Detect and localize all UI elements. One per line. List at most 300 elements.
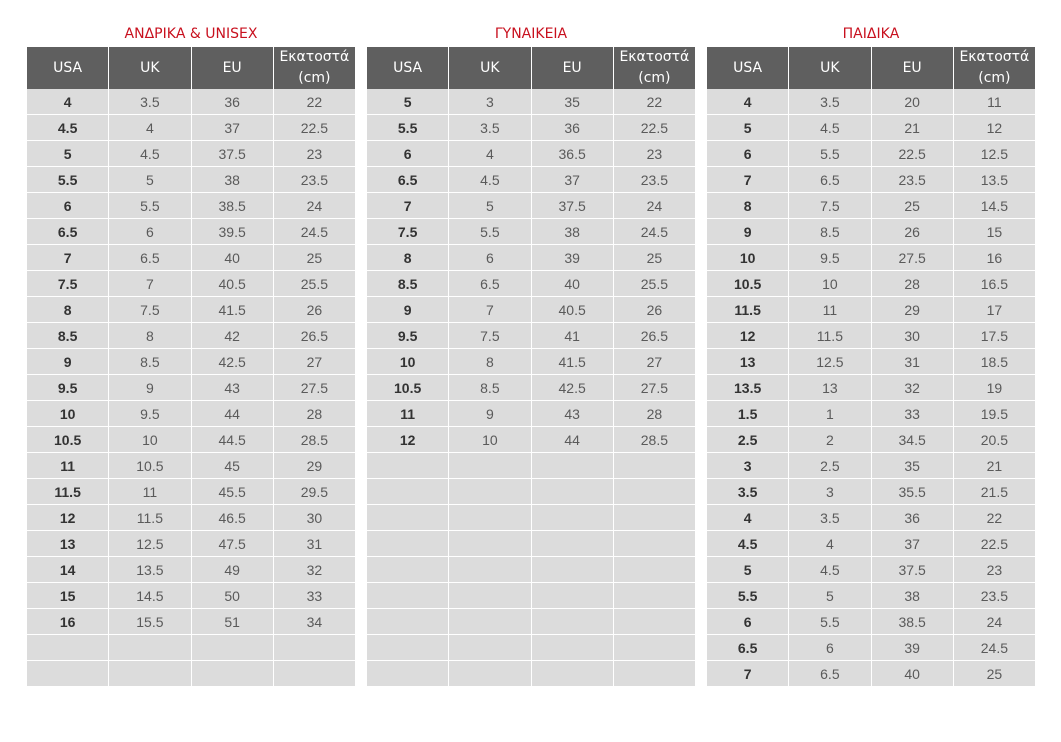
size-table-men-unisex: [27, 24, 355, 687]
cell-uk: 5: [449, 193, 531, 218]
cell-uk: 6.5: [449, 271, 531, 296]
table-row: [707, 531, 1035, 557]
cell-cm: 25: [986, 665, 1003, 682]
cell-eu: 38: [532, 219, 614, 244]
cell-usa: 11.5: [27, 479, 109, 504]
cell-cm: [274, 661, 355, 686]
cell-uk: 6: [449, 245, 531, 270]
cell-cm: 17: [986, 301, 1003, 318]
table-row: [707, 479, 1035, 505]
header-cm: Εκατοστά (cm): [959, 49, 1030, 86]
table-row: [27, 427, 355, 453]
table-row: [367, 245, 695, 271]
table-row: [27, 141, 355, 167]
header-eu: EU: [532, 47, 614, 89]
cell-cm: [614, 583, 695, 608]
table-row: [27, 375, 355, 401]
table-row: [707, 141, 1035, 167]
cell-cm: 19: [986, 379, 1003, 396]
cell-eu: 42.5: [192, 349, 274, 374]
table-row: [707, 271, 1035, 297]
cell-eu: 39.5: [192, 219, 274, 244]
cell-cm: 25.5: [300, 275, 328, 292]
cell-cm: 16: [986, 249, 1003, 266]
cell-usa: 11: [27, 453, 109, 478]
header-uk: UK: [789, 47, 871, 89]
cell-cm: 28.5: [300, 431, 328, 448]
cell-cm: [614, 453, 695, 478]
cell-uk: 5: [789, 583, 871, 608]
cell-uk: [109, 661, 191, 686]
table-row: [367, 427, 695, 453]
cell-eu: 37: [532, 167, 614, 192]
cell-cm: 28: [646, 405, 663, 422]
table-row: [707, 609, 1035, 635]
table-row: [707, 167, 1035, 193]
cell-uk: 6.5: [789, 661, 871, 686]
table-row: [367, 661, 695, 687]
cell-eu: 33: [872, 401, 954, 426]
cell-usa: 8: [27, 297, 109, 322]
cell-cm: 15: [986, 223, 1003, 240]
table-row: [367, 375, 695, 401]
table-row: [367, 635, 695, 661]
cell-uk: 13: [789, 375, 871, 400]
table-row: [367, 141, 695, 167]
table-header: [27, 47, 355, 89]
cell-uk: 9.5: [109, 401, 191, 426]
cell-uk: 13.5: [109, 557, 191, 582]
table-row: [707, 245, 1035, 271]
cell-cm: 30: [306, 509, 323, 526]
cell-cm: 23: [986, 561, 1003, 578]
cell-usa: 14: [27, 557, 109, 582]
table-row: [707, 661, 1035, 687]
cell-uk: 3.5: [449, 115, 531, 140]
header-cm: Εκατοστά (cm): [279, 49, 350, 86]
cell-cm: 23.5: [300, 171, 328, 188]
cell-usa: 3.5: [707, 479, 789, 504]
table-body: [367, 89, 695, 687]
cell-usa: 7: [27, 245, 109, 270]
cell-cm: 29: [306, 457, 323, 474]
table-row: [27, 557, 355, 583]
cell-uk: 5.5: [789, 141, 871, 166]
cell-eu: 42: [192, 323, 274, 348]
cell-uk: 6.5: [109, 245, 191, 270]
table-row: [27, 115, 355, 141]
cell-usa: 6: [367, 141, 449, 166]
cell-uk: [449, 635, 531, 660]
table-row: [367, 297, 695, 323]
cell-eu: 40.5: [192, 271, 274, 296]
table-row: [27, 479, 355, 505]
cell-uk: [449, 583, 531, 608]
cell-uk: 2.5: [789, 453, 871, 478]
table-title: ΓΥΝΑΙΚΕΙΑ: [494, 26, 568, 42]
cell-uk: 3.5: [789, 505, 871, 530]
table-row: [707, 375, 1035, 401]
table-header: [367, 47, 695, 89]
cell-usa: 6.5: [27, 219, 109, 244]
table-row: [707, 505, 1035, 531]
cell-cm: 26.5: [640, 327, 668, 344]
cell-usa: 7: [707, 167, 789, 192]
cell-cm: 23.5: [980, 587, 1008, 604]
cell-usa: 12: [27, 505, 109, 530]
table-row: [707, 219, 1035, 245]
table-row: [27, 531, 355, 557]
cell-usa: 5: [707, 115, 789, 140]
cell-uk: 3.5: [109, 89, 191, 114]
cell-uk: 15.5: [109, 609, 191, 634]
cell-eu: 43: [532, 401, 614, 426]
table-row: [707, 453, 1035, 479]
cell-uk: [449, 661, 531, 686]
table-row: [707, 89, 1035, 115]
cell-eu: 40: [872, 661, 954, 686]
cell-uk: 8.5: [109, 349, 191, 374]
cell-usa: 10.5: [707, 271, 789, 296]
cell-eu: [192, 635, 274, 660]
cell-uk: 8.5: [789, 219, 871, 244]
cell-eu: [532, 479, 614, 504]
cell-cm: 14.5: [980, 197, 1008, 214]
cell-eu: 44: [192, 401, 274, 426]
cell-cm: [614, 635, 695, 660]
cell-uk: 10: [789, 271, 871, 296]
cell-eu: [532, 661, 614, 686]
cell-usa: [367, 479, 449, 504]
cell-usa: [367, 609, 449, 634]
cell-usa: 9.5: [27, 375, 109, 400]
cell-usa: 8: [367, 245, 449, 270]
cell-eu: 37.5: [532, 193, 614, 218]
cell-eu: 45: [192, 453, 274, 478]
cell-eu: 37: [192, 115, 274, 140]
cell-cm: 22: [306, 93, 323, 110]
cell-cm: [614, 531, 695, 556]
cell-eu: [532, 635, 614, 660]
table-row: [27, 219, 355, 245]
cell-eu: 37: [872, 531, 954, 556]
cell-cm: 27.5: [300, 379, 328, 396]
cell-cm: 24.5: [980, 639, 1008, 656]
cell-cm: 12: [986, 119, 1003, 136]
cell-eu: 49: [192, 557, 274, 582]
cell-uk: [449, 557, 531, 582]
cell-uk: 4: [109, 115, 191, 140]
cell-cm: 24.5: [640, 223, 668, 240]
cell-usa: 10.5: [367, 375, 449, 400]
cell-eu: 37.5: [872, 557, 954, 582]
cell-usa: 4: [707, 89, 789, 114]
cell-usa: 13: [707, 349, 789, 374]
cell-cm: 25: [306, 249, 323, 266]
cell-uk: 4.5: [449, 167, 531, 192]
cell-uk: 9: [109, 375, 191, 400]
table-row: [27, 453, 355, 479]
cell-uk: 8: [109, 323, 191, 348]
cell-eu: 39: [872, 635, 954, 660]
cell-uk: 7.5: [109, 297, 191, 322]
cell-cm: 18.5: [980, 353, 1008, 370]
header-uk: UK: [449, 47, 531, 89]
cell-cm: 27.5: [640, 379, 668, 396]
cell-usa: 11: [367, 401, 449, 426]
cell-eu: 26: [872, 219, 954, 244]
cell-eu: 22.5: [872, 141, 954, 166]
cell-uk: 4.5: [109, 141, 191, 166]
cell-usa: 4.5: [27, 115, 109, 140]
header-cm: Εκατοστά (cm): [619, 49, 690, 86]
table-title: ΑΝΔΡΙΚΑ & UNISEX: [124, 26, 258, 42]
cell-usa: 6: [707, 609, 789, 634]
header-eu: EU: [192, 47, 274, 89]
cell-cm: 17.5: [980, 327, 1008, 344]
cell-eu: [532, 505, 614, 530]
table-row: [367, 609, 695, 635]
table-row: [707, 427, 1035, 453]
cell-cm: [614, 557, 695, 582]
cell-eu: 41: [532, 323, 614, 348]
cell-cm: 19.5: [980, 405, 1008, 422]
table-row: [707, 115, 1035, 141]
cell-eu: 39: [532, 245, 614, 270]
table-row: [27, 167, 355, 193]
cell-cm: 21.5: [980, 483, 1008, 500]
cell-usa: 8.5: [367, 271, 449, 296]
cell-uk: 7.5: [789, 193, 871, 218]
cell-cm: [614, 661, 695, 686]
size-table-women: [367, 24, 695, 687]
cell-eu: 36: [192, 89, 274, 114]
cell-eu: 34.5: [872, 427, 954, 452]
cell-uk: 10.5: [109, 453, 191, 478]
cell-uk: 11.5: [109, 505, 191, 530]
cell-usa: 10.5: [27, 427, 109, 452]
cell-usa: 2.5: [707, 427, 789, 452]
cell-uk: 5.5: [789, 609, 871, 634]
cell-eu: 23.5: [872, 167, 954, 192]
cell-eu: 44: [532, 427, 614, 452]
cell-usa: 6: [707, 141, 789, 166]
cell-usa: 16: [27, 609, 109, 634]
table-row: [707, 401, 1035, 427]
cell-cm: 26: [306, 301, 323, 318]
cell-cm: 28: [306, 405, 323, 422]
cell-uk: 11.5: [789, 323, 871, 348]
cell-eu: 40: [532, 271, 614, 296]
table-row: [27, 661, 355, 687]
cell-eu: 38: [872, 583, 954, 608]
cell-uk: 5.5: [109, 193, 191, 218]
cell-usa: [367, 557, 449, 582]
cell-cm: 22.5: [980, 535, 1008, 552]
cell-cm: 27: [306, 353, 323, 370]
cell-uk: 10: [449, 427, 531, 452]
cell-cm: 22.5: [300, 119, 328, 136]
cell-usa: 5: [707, 557, 789, 582]
cell-uk: 9: [449, 401, 531, 426]
cell-usa: [367, 583, 449, 608]
cell-eu: 35: [532, 89, 614, 114]
cell-eu: 36.5: [532, 141, 614, 166]
table-row: [367, 271, 695, 297]
cell-uk: 12.5: [789, 349, 871, 374]
cell-cm: [614, 479, 695, 504]
cell-cm: 25: [646, 249, 663, 266]
cell-eu: 38.5: [872, 609, 954, 634]
cell-cm: 31: [306, 535, 323, 552]
cell-eu: 20: [872, 89, 954, 114]
cell-uk: 7.5: [449, 323, 531, 348]
table-row: [367, 531, 695, 557]
cell-eu: [532, 583, 614, 608]
cell-uk: 3: [449, 89, 531, 114]
cell-eu: [532, 453, 614, 478]
cell-usa: 7.5: [367, 219, 449, 244]
cell-uk: [449, 531, 531, 556]
cell-eu: 38: [192, 167, 274, 192]
cell-usa: 10: [27, 401, 109, 426]
cell-usa: 11.5: [707, 297, 789, 322]
table-body: [707, 89, 1035, 687]
table-row: [707, 193, 1035, 219]
table-row: [27, 271, 355, 297]
cell-usa: 10: [707, 245, 789, 270]
cell-usa: 7.5: [27, 271, 109, 296]
cell-cm: 11: [987, 93, 1002, 110]
cell-usa: 4: [27, 89, 109, 114]
cell-cm: 32: [306, 561, 323, 578]
cell-eu: 30: [872, 323, 954, 348]
table-row: [367, 323, 695, 349]
cell-cm: 23: [646, 145, 663, 162]
cell-usa: 6.5: [367, 167, 449, 192]
cell-uk: 1: [789, 401, 871, 426]
cell-cm: 33: [306, 587, 323, 604]
cell-cm: 13.5: [980, 171, 1008, 188]
cell-cm: [614, 609, 695, 634]
table-row: [707, 557, 1035, 583]
cell-cm: 22: [986, 509, 1003, 526]
cell-eu: 45.5: [192, 479, 274, 504]
table-title: ΠΑΙΔΙΚΑ: [842, 26, 900, 42]
cell-uk: 7: [449, 297, 531, 322]
cell-cm: 20.5: [980, 431, 1008, 448]
cell-eu: 50: [192, 583, 274, 608]
cell-eu: 40: [192, 245, 274, 270]
cell-uk: 9.5: [789, 245, 871, 270]
cell-eu: 31: [872, 349, 954, 374]
cell-usa: 1.5: [707, 401, 789, 426]
header-uk: UK: [109, 47, 191, 89]
cell-cm: 26: [646, 301, 663, 318]
cell-cm: 22: [646, 93, 663, 110]
cell-eu: 21: [872, 115, 954, 140]
cell-usa: 9: [707, 219, 789, 244]
cell-uk: [449, 453, 531, 478]
cell-usa: 8: [707, 193, 789, 218]
cell-usa: 12: [707, 323, 789, 348]
cell-uk: [109, 635, 191, 660]
table-row: [27, 349, 355, 375]
cell-cm: 21: [986, 457, 1003, 474]
cell-eu: 37.5: [192, 141, 274, 166]
cell-eu: [192, 661, 274, 686]
table-row: [707, 323, 1035, 349]
cell-eu: 40.5: [532, 297, 614, 322]
cell-usa: 9: [367, 297, 449, 322]
cell-cm: 26.5: [300, 327, 328, 344]
cell-eu: [532, 609, 614, 634]
cell-eu: 46.5: [192, 505, 274, 530]
cell-uk: 4.5: [789, 557, 871, 582]
cell-uk: 14.5: [109, 583, 191, 608]
cell-usa: 7: [707, 661, 789, 686]
header-usa: USA: [707, 47, 789, 89]
cell-eu: 32: [872, 375, 954, 400]
cell-eu: 25: [872, 193, 954, 218]
cell-usa: 5: [27, 141, 109, 166]
cell-uk: 5: [109, 167, 191, 192]
cell-eu: 51: [192, 609, 274, 634]
table-row: [367, 115, 695, 141]
table-row: [27, 297, 355, 323]
cell-usa: 13.5: [707, 375, 789, 400]
cell-usa: 6: [27, 193, 109, 218]
cell-usa: [367, 505, 449, 530]
header-usa: USA: [27, 47, 109, 89]
cell-eu: 36: [532, 115, 614, 140]
table-row: [27, 193, 355, 219]
cell-usa: 15: [27, 583, 109, 608]
cell-eu: 36: [872, 505, 954, 530]
cell-eu: 47.5: [192, 531, 274, 556]
cell-usa: [367, 531, 449, 556]
cell-uk: 10: [109, 427, 191, 452]
cell-eu: 28: [872, 271, 954, 296]
table-row: [27, 635, 355, 661]
cell-uk: 6: [109, 219, 191, 244]
cell-cm: 25.5: [640, 275, 668, 292]
cell-usa: 13: [27, 531, 109, 556]
cell-usa: 6.5: [707, 635, 789, 660]
table-row: [707, 349, 1035, 375]
table-row: [367, 349, 695, 375]
cell-eu: 44.5: [192, 427, 274, 452]
table-row: [707, 297, 1035, 323]
cell-cm: 24.5: [300, 223, 328, 240]
cell-cm: 23.5: [640, 171, 668, 188]
cell-uk: 3.5: [789, 89, 871, 114]
table-row: [367, 401, 695, 427]
cell-cm: [614, 505, 695, 530]
cell-cm: 12.5: [980, 145, 1008, 162]
cell-uk: 5.5: [449, 219, 531, 244]
cell-uk: [449, 479, 531, 504]
cell-uk: 4: [449, 141, 531, 166]
table-row: [27, 323, 355, 349]
cell-usa: 5: [367, 89, 449, 114]
cell-usa: 9: [27, 349, 109, 374]
table-row: [367, 583, 695, 609]
cell-uk: [449, 609, 531, 634]
cell-usa: [27, 635, 109, 660]
table-header: [707, 47, 1035, 89]
cell-usa: [367, 453, 449, 478]
